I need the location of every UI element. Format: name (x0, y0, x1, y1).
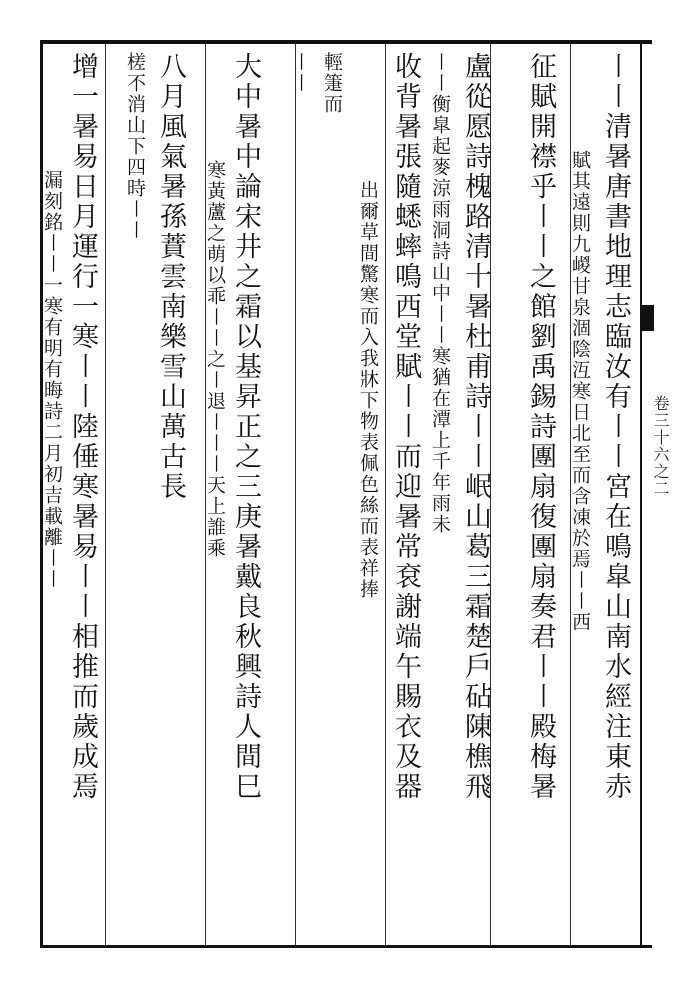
text-column-7: 出爾草間驚寒而入我牀下物表佩色絲而表祥捧 (357, 180, 379, 600)
text-column-12: 八月風氣暑孫蕡雲南樂雪山萬古長 (155, 52, 186, 502)
column-rule (295, 44, 296, 945)
text-column-2: 賦其遠則九嵕甘泉涸陰沍寒日北至而含凍於焉〡〡西 (569, 150, 591, 633)
text-column-14: 增一暑易日月運行一寒〡〡陸倕寒暑易〡〡相推而歲成焉 (67, 52, 98, 802)
text-column-4: 盧從愿詩槐路清十暑杜甫詩〡〡岷山葛三霜楚戶砧陳樵飛 (460, 52, 491, 802)
text-column-15: 漏刻銘〡〡一寒有明有晦詩二月初吉載離〡〡 (41, 170, 63, 590)
text-column-9: 〡〡 (289, 52, 311, 94)
text-column-11: 寒黃蘆之萌以乖〡〡之〡退〡〡〡天上誰乘 (204, 160, 226, 559)
frame-bottom-rule (40, 945, 652, 948)
text-column-8: 輕箑而 (321, 52, 343, 115)
text-column-6: 收背暑張隨蟋蟀鳴西堂賦〡〡而迎暑常袞謝端午賜衣及器 (390, 52, 421, 802)
text-column-10: 大中暑中論宋井之霜以基昇正之三庚暑戴良秋興詩人間巳 (230, 52, 261, 802)
text-column-13: 槎不消山下四時〡〡 (124, 52, 146, 241)
volume-label: 卷三十六之二 (651, 395, 670, 497)
text-column-1: 〡〡清暑唐書地理志臨汝有〡〡宮在鳴皐山南水經注東赤 (600, 52, 631, 802)
text-column-3: 征賦開襟乎〡〡之館劉禹錫詩團扇復團扇奏君〡〡殿梅暑 (525, 52, 556, 802)
text-column-5: 〡〡衡皐起麥涼雨洞詩山中〡〡寒猶在潭上千年雨未 (429, 52, 451, 535)
fishtail-mark (642, 305, 654, 331)
frame-top-rule (40, 40, 652, 44)
frame-right-rule (640, 40, 642, 948)
column-rule (105, 44, 106, 945)
